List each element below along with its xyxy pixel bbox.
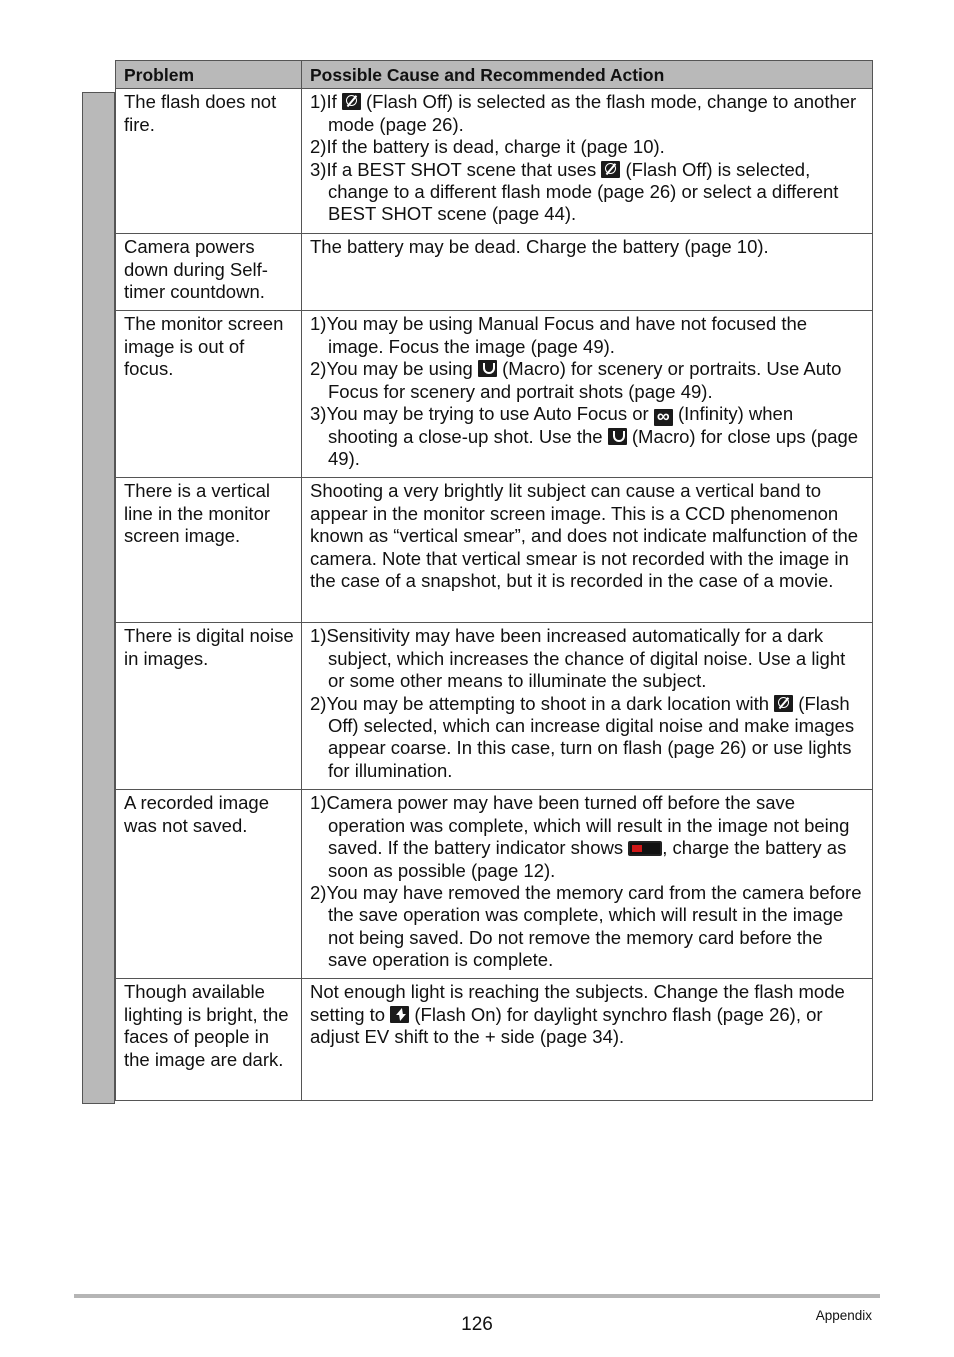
problem-cell: Though available lighting is bright, the faces of people in the image are dark.: [116, 979, 302, 1101]
problem-cell: Camera powers down during Self-timer countdown.: [116, 234, 302, 311]
cause-header: Possible Cause and Recommended Action: [302, 61, 873, 89]
macro-icon: [608, 428, 627, 445]
infinity-icon: ∞: [654, 409, 673, 426]
table-row: [116, 478, 873, 623]
flash-off-icon: [774, 695, 793, 712]
flash-off-icon: [601, 161, 620, 178]
table-row: [116, 89, 873, 234]
problem-cell: There is digital noise in images.: [116, 623, 302, 790]
macro-icon: [478, 360, 497, 377]
list-item: 2)You may be using (Macro) for scenery or portraits. Use Auto Focus for scenery and portrait shots (page 49).: [310, 358, 842, 402]
table-row: [116, 623, 873, 790]
cause-cell: Shooting a very brightly lit subject can cause a vertical band to appear in the monitor screen image. This is a CCD phenomenon known as “vertical smear”, and does not indicate malfunction of the camera. Note that vertical smear is not recorded with the image in the case of a snapshot, but it is recorded in the case of a movie.: [302, 478, 873, 623]
list-item: 3)If a BEST SHOT scene that uses (Flash Off) is selected, change to a different flash mode (page 26) or select a different BEST SHOT scene (page 44).: [310, 158, 839, 225]
flash-off-icon: [342, 93, 361, 110]
section-tab: [82, 92, 115, 1104]
problem-header: Problem: [116, 61, 302, 89]
list-item: 3)You may be trying to use Auto Focus or ∞ (Infinity) when shooting a close-up shot. Use the (Macro) for close ups (page 49).: [310, 403, 859, 470]
table-row: [116, 311, 873, 478]
table-row: [116, 979, 873, 1101]
section-label: Appendix: [815, 1308, 872, 1323]
list-item: 1)If (Flash Off) is selected as the flash mode, change to another mode (page 26).: [310, 91, 857, 135]
list-item: 2)You may have removed the memory card from the camera before the save operation was complete, which will result in the image not being saved. Do not remove the memory card before the save operation is complete.: [310, 882, 862, 971]
cause-cell: [302, 623, 873, 790]
cause-cell: Not enough light is reaching the subjects. Change the flash mode setting to (Flash On) for daylight synchro flash (page 26), or adjust EV shift to the + side (page 34).: [302, 979, 873, 1101]
flash-on-icon: [390, 1006, 409, 1023]
list-item: 1)Sensitivity may have been increased automatically for a dark subject, which increases the chance of digital noise. Use a light or some other means to illuminate the subject.: [310, 625, 846, 692]
problem-cell: A recorded image was not saved.: [116, 790, 302, 979]
page-number: 126: [461, 1314, 493, 1335]
list-item: 2)If the battery is dead, charge it (page 10).: [310, 136, 665, 158]
list-item: 2)You may be attempting to shoot in a dark location with (Flash Off) selected, which can increase digital noise and make images appear coarse. In this case, turn on flash (page 26) or use lights for illumination.: [310, 692, 855, 781]
battery-low-icon: [628, 841, 662, 856]
list-item: 1)You may be using Manual Focus and have not focused the image. Focus the image (page 49).: [310, 313, 808, 357]
cause-cell: The battery may be dead. Charge the battery (page 10).: [302, 234, 873, 311]
table-row: [116, 234, 873, 311]
cause-cell: [302, 89, 873, 234]
problem-cell: There is a vertical line in the monitor screen image.: [116, 478, 302, 623]
cause-cell: [302, 311, 873, 478]
problem-cell: The flash does not fire.: [116, 89, 302, 234]
cause-cell: [302, 790, 873, 979]
problem-cell: The monitor screen image is out of focus.: [116, 311, 302, 478]
list-item: 1)Camera power may have been turned off before the save operation was complete, which will result in the image not being saved. If the battery indicator shows , charge the battery as soon as possible (page 12).: [310, 792, 850, 881]
footer-rule: [74, 1294, 880, 1298]
troubleshooting-table: [115, 60, 873, 1101]
table-row: [116, 790, 873, 979]
table-header-row: [116, 61, 873, 89]
